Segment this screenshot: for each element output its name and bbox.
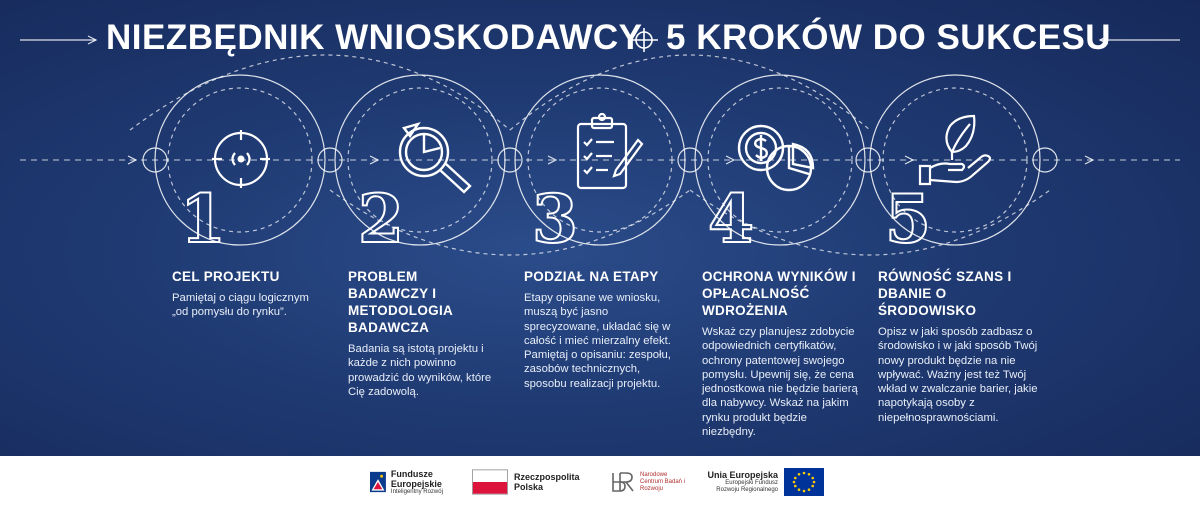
eu-subtitle: Europejski Fundusz Rozwoju Regionalnego	[716, 480, 778, 493]
step-5-paragraph: Opisz w jaki sposób zadbasz o środowisko i w jaki sposób Twój nowy produkt będzie na nie wpływać. Ważny jest też Twój wkład w zwalczanie barier, jakie napotykają osoby z niepełnosprawnościami.	[878, 326, 1038, 424]
ncbr-emblem-icon	[610, 470, 636, 494]
step-2-paragraph: Badania są istotą projektu i każde z nich powinno prowadzić do wyników, które Cię zadowolą.	[348, 343, 492, 398]
step-number-1: 1	[180, 180, 226, 258]
step-number-5: 5	[885, 180, 931, 258]
hand-leaf-icon	[916, 110, 996, 188]
step-5-text	[878, 268, 1038, 435]
eu-logo	[706, 467, 826, 497]
eu-flag-icon	[784, 468, 824, 496]
step-2-heading: PROBLEM BADAWCZY I METODOLOGIA BADAWCZA	[348, 269, 453, 335]
step-number-4: 4	[708, 180, 754, 258]
step-5-heading: RÓWNOŚĆ SZANS I DBANIE O ŚRODOWISKO	[878, 269, 1012, 318]
page-title-right: 5 KROKÓW DO SUKCESU	[666, 18, 1112, 57]
step-4-heading: OCHRONA WYNIKÓW I OPŁACALNOŚĆ WDROŻENIA	[702, 269, 856, 318]
step-4-text	[702, 268, 862, 449]
step-3-heading: PODZIAŁ NA ETAPY	[524, 269, 659, 284]
step-1-heading: CEL PROJEKTU	[172, 269, 280, 284]
step-3-paragraph: Etapy opisane we wniosku, muszą być jasno sprecyzowane, układać się w całość i mieć mierzalny efekt. Pamiętaj o opisaniu: zespołu, zasobów technicznych, sposobu realizacji projektu.	[524, 292, 671, 390]
step-number-2: 2	[358, 180, 404, 258]
ncbr-text: Narodowe Centrum Badań i Rozwoju	[640, 471, 686, 492]
eu-title: Unia Europejska	[707, 470, 778, 480]
rp-logo	[472, 467, 580, 497]
step-4-paragraph: Wskaż czy planujesz zdobycie odpowiednich certyfikatów, ochrony patentowej swojego pomysłu. Upewnij się, że cena jednostkowa nie będzie barierą dla nabywcy. Wskaż na jakim rynku produkt będzie niezbędny.	[702, 326, 858, 439]
footer-logos	[0, 456, 1200, 507]
fe-logo	[370, 467, 460, 497]
polish-flag-icon	[472, 468, 508, 496]
step-number-3: 3	[532, 180, 578, 258]
rp-title: Rzeczpospolita Polska	[514, 472, 580, 492]
fe-subtitle: Inteligentny Rozwój	[390, 488, 443, 495]
page-title-left: NIEZBĘDNIK WNIOSKODAWCY	[106, 18, 643, 57]
crosshair-icon	[630, 26, 658, 54]
step-1-paragraph: Pamiętaj o ciągu logicznym „od pomysłu do rynku”.	[172, 292, 309, 319]
clipboard-checklist-icon	[572, 112, 644, 192]
ncbr-logo	[610, 467, 690, 497]
step-3-text	[524, 268, 682, 401]
fe-emblem-icon	[370, 468, 386, 496]
step-1-text	[172, 268, 322, 330]
step-2-text	[348, 268, 498, 409]
title-row	[0, 14, 1200, 64]
fe-title: Fundusze Europejskie	[390, 468, 442, 489]
